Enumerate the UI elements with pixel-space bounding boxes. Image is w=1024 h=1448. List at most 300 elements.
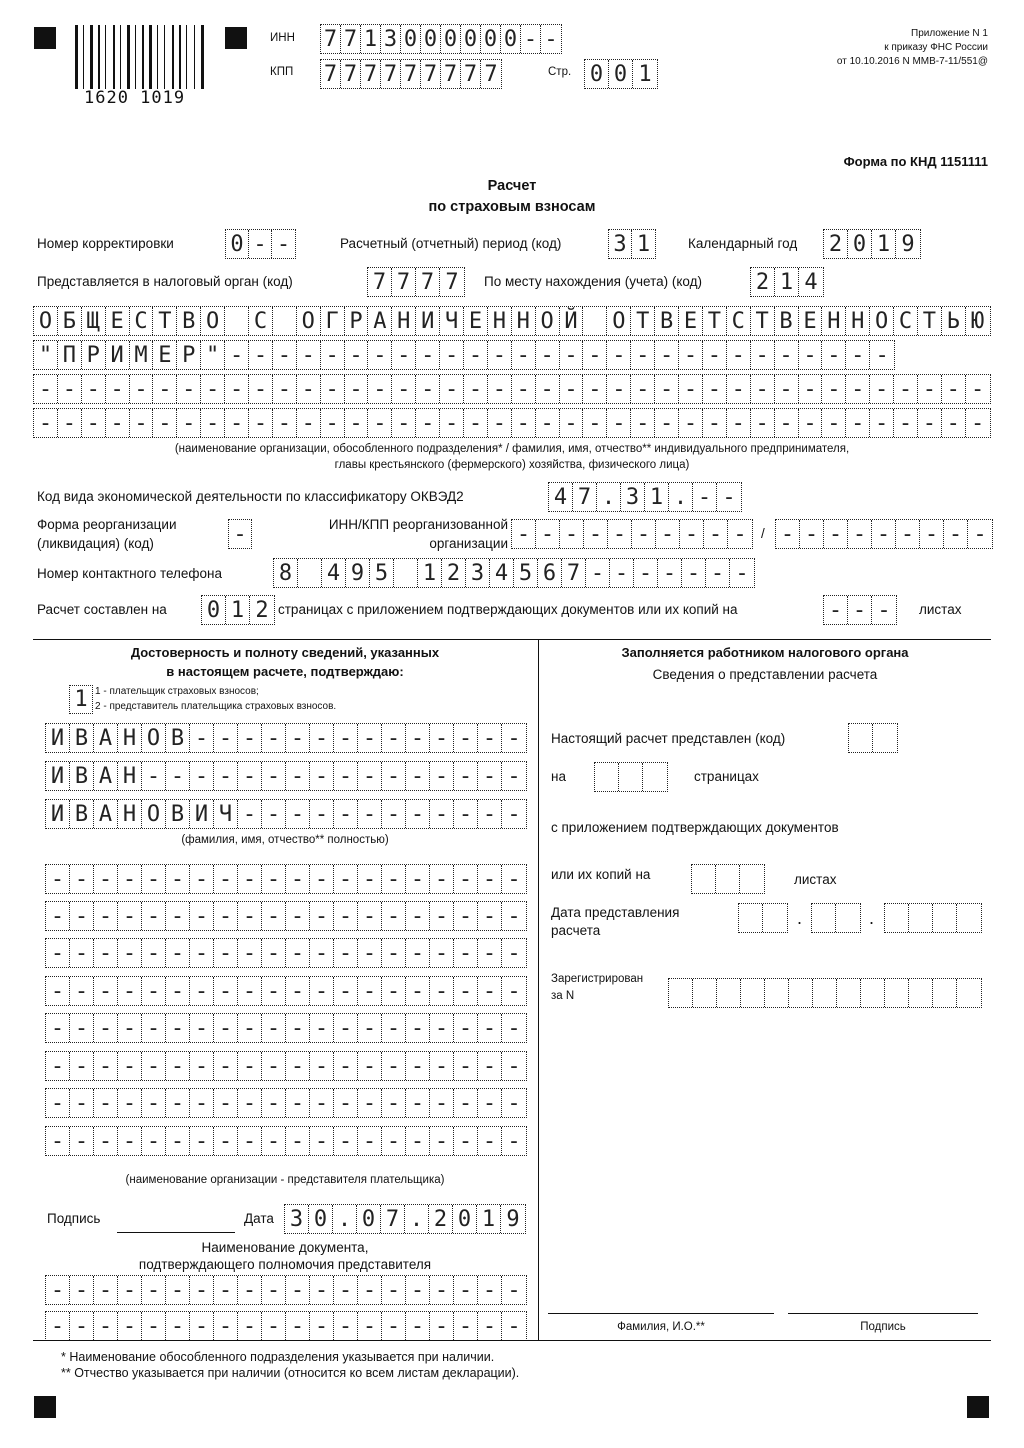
char-cell: - [166, 762, 190, 790]
char-cell: - [944, 520, 968, 548]
char-cell: - [334, 1052, 358, 1080]
barcode-bar [86, 25, 88, 89]
barcode-bar [132, 25, 133, 89]
char-cell: - [488, 375, 512, 403]
char-cell: - [238, 939, 262, 967]
char-cell: - [430, 1052, 454, 1080]
char-cell: - [406, 1127, 430, 1155]
char-cell: 0 [226, 230, 249, 258]
char-cell: - [454, 865, 478, 893]
char-cell: 7 [461, 60, 481, 88]
year-cells[interactable] [823, 229, 921, 259]
first-name-cells[interactable] [45, 761, 527, 791]
char-cell: - [846, 375, 870, 403]
char-cell: - [536, 375, 560, 403]
signer-option-2: 2 - представитель плательщика страховых взносов. [95, 701, 337, 712]
char-cell: - [177, 409, 201, 437]
char-cell: - [94, 1276, 118, 1304]
char-cell: 7 [416, 268, 440, 296]
barcode-bar [164, 25, 165, 89]
char-cell: Е [799, 307, 823, 335]
char-cell: - [286, 902, 310, 930]
char-cell: - [430, 939, 454, 967]
kpp-cells[interactable] [320, 59, 502, 89]
char-cell: - [166, 1052, 190, 1080]
char-cell: - [406, 939, 430, 967]
char-cell: - [190, 902, 214, 930]
char-cell: В [70, 724, 94, 752]
char-cell: - [238, 1276, 262, 1304]
char-cell: - [973, 521, 987, 547]
char-cell: - [382, 902, 406, 930]
barcode-bar [75, 25, 78, 89]
char-cell: - [382, 1312, 406, 1340]
char-cell: - [507, 940, 521, 966]
document-title: Расчет [487, 178, 537, 194]
correction-cells[interactable] [225, 229, 296, 259]
char-cell: 1 [636, 231, 651, 257]
char-cell [583, 307, 607, 335]
char-cell: 0 [461, 25, 481, 53]
char-cell [813, 979, 837, 1007]
char-cell: О [870, 307, 894, 335]
char-cell: - [632, 520, 656, 548]
document-subtitle: по страховым взносам [428, 199, 596, 215]
char-cell: О [34, 307, 58, 335]
bottom-divider [33, 1340, 991, 1341]
signature-line[interactable] [117, 1232, 235, 1233]
char-cell: - [46, 1127, 70, 1155]
char-cell: О [297, 307, 321, 335]
corner-marker-top-right [225, 27, 247, 49]
char-cell: - [454, 762, 478, 790]
char-cell [812, 904, 836, 932]
char-cell: - [894, 375, 918, 403]
tax-officer-heading: Заполняется работником налогового органа [621, 645, 909, 660]
char-cell: - [262, 1127, 286, 1155]
char-cell: Е [679, 307, 703, 335]
char-cell [957, 904, 981, 932]
char-cell: - [214, 939, 238, 967]
char-cell: Г [321, 307, 345, 335]
char-cell: - [406, 1014, 430, 1042]
char-cell: 0 [481, 25, 501, 53]
char-cell: - [478, 939, 502, 967]
char-cell: 2 [255, 597, 269, 623]
signer-code-cell[interactable] [69, 685, 93, 714]
char-cell: Ю [971, 308, 985, 334]
location-label: По месту нахождения (учета) (код) [484, 274, 702, 289]
char-cell: - [824, 520, 848, 548]
char-cell [837, 979, 861, 1007]
char-cell: Н [392, 307, 416, 335]
char-cell: - [454, 800, 478, 828]
char-cell: - [142, 865, 166, 893]
char-cell: 7 [441, 60, 461, 88]
char-cell: - [392, 341, 416, 369]
barcode-bar [117, 25, 118, 89]
char-cell: 0 [501, 25, 521, 53]
char-cell: - [118, 1276, 142, 1304]
char-cell: - [166, 1276, 190, 1304]
char-cell: - [334, 977, 358, 1005]
patronymic-cells[interactable] [45, 799, 527, 829]
char-cell: - [358, 939, 382, 967]
char-cell: - [512, 341, 536, 369]
char-cell: 4 [322, 559, 346, 587]
doc-row-1[interactable] [45, 1275, 527, 1305]
char-cell: - [358, 800, 382, 828]
char-cell: - [655, 375, 679, 403]
char-cell: - [262, 902, 286, 930]
char-cell: - [478, 1127, 502, 1155]
char-cell: - [201, 409, 225, 437]
reorg-label-line2: (ликвидация) (код) [37, 536, 154, 551]
char-cell: - [334, 762, 358, 790]
char-cell: 7 [341, 60, 361, 88]
char-cell: - [478, 762, 502, 790]
surname-cells[interactable] [45, 723, 527, 753]
rep-org-row-7[interactable] [45, 1088, 527, 1118]
submitted-code-cells[interactable] [848, 723, 898, 753]
char-cell: - [703, 409, 727, 437]
char-cell: - [310, 1127, 334, 1155]
char-cell: - [682, 559, 706, 587]
location-cells[interactable] [750, 267, 824, 297]
char-cell: - [286, 1276, 310, 1304]
char-cell: - [46, 1089, 70, 1117]
char-cell: И [46, 724, 70, 752]
barcode-bar [176, 25, 177, 89]
char-cell: - [190, 939, 214, 967]
char-cell: - [297, 341, 321, 369]
char-cell: 0 [401, 25, 421, 53]
char-cell: 4 [804, 269, 818, 295]
char-cell: 7 [401, 60, 421, 88]
char-cell: - [454, 1089, 478, 1117]
char-cell: - [488, 341, 512, 369]
char-cell: - [382, 939, 406, 967]
kpp-label: КПП [270, 66, 294, 78]
char-cell: - [822, 409, 846, 437]
char-cell: 2 [824, 230, 848, 258]
char-cell: - [238, 762, 262, 790]
char-cell: - [382, 865, 406, 893]
sheets-cells[interactable] [823, 595, 897, 625]
char-cell: - [190, 865, 214, 893]
pages-cells[interactable] [201, 595, 275, 625]
char-cell: В [177, 307, 201, 335]
char-cell: - [70, 1052, 94, 1080]
char-cell: - [142, 939, 166, 967]
char-cell [849, 724, 873, 752]
char-cell: 7 [361, 60, 381, 88]
char-cell: - [382, 724, 406, 752]
reorg-inn-cells[interactable] [511, 519, 753, 549]
char-cell: А [94, 800, 118, 828]
char-cell: - [512, 520, 536, 548]
char-cell: - [440, 409, 464, 437]
char-cell: - [751, 341, 775, 369]
char-cell: - [214, 1052, 238, 1080]
right-sheets-cells[interactable] [691, 864, 765, 894]
char-cell: - [656, 520, 680, 548]
char-cell: О [201, 307, 225, 335]
date-cells[interactable] [284, 1204, 526, 1234]
char-cell: - [321, 341, 345, 369]
char-cell: - [358, 1312, 382, 1340]
char-cell: - [478, 902, 502, 930]
char-cell: - [190, 1014, 214, 1042]
char-cell: В [70, 800, 94, 828]
char-cell: - [775, 341, 799, 369]
char-cell: - [334, 724, 358, 752]
name-caption: (фамилия, имя, отчество** полностью) [181, 834, 389, 846]
char-cell: - [34, 375, 58, 403]
char-cell: - [382, 977, 406, 1005]
char-cell: - [238, 1127, 262, 1155]
char-cell: - [971, 410, 985, 436]
correction-label: Номер корректировки [37, 236, 174, 251]
char-cell: - [507, 1015, 521, 1041]
org-caption-line2: главы крестьянского (фермерского) хозяйства, физического лица) [334, 459, 690, 471]
char-cell: 0 [202, 596, 226, 624]
char-cell: " [34, 341, 58, 369]
submission-month-cells[interactable] [811, 903, 861, 933]
char-cell: - [46, 1276, 70, 1304]
char-cell: - [822, 375, 846, 403]
char-cell: - [776, 520, 800, 548]
char-cell: - [94, 977, 118, 1005]
barcode-bar [120, 25, 121, 89]
char-cell: . [333, 1205, 357, 1233]
appendix-line3: от 10.10.2016 N ММВ-7-11/551@ [836, 56, 988, 67]
inn-cells[interactable] [320, 24, 562, 54]
rep-org-row-1[interactable] [45, 864, 527, 894]
char-cell: - [507, 725, 521, 751]
char-cell: - [334, 865, 358, 893]
submission-day-cells[interactable] [738, 903, 788, 933]
char-cell: - [454, 724, 478, 752]
char-cell: - [358, 902, 382, 930]
pages-label: Расчет составлен на [37, 602, 167, 617]
org-name-row-2[interactable] [33, 340, 895, 370]
char-cell: - [286, 865, 310, 893]
char-cell: - [824, 596, 848, 624]
char-cell: - [262, 800, 286, 828]
char-cell: - [478, 1312, 502, 1340]
rep-org-caption: (наименование организации - представителя плательщика) [125, 1174, 445, 1186]
rep-org-row-8[interactable] [45, 1126, 527, 1156]
char-cell: - [214, 977, 238, 1005]
char-cell: - [214, 1089, 238, 1117]
right-signature-line[interactable] [788, 1313, 978, 1314]
char-cell: - [655, 409, 679, 437]
char-cell: - [94, 1014, 118, 1042]
char-cell: - [106, 375, 130, 403]
char-cell: Ч [440, 307, 464, 335]
char-cell: 0 [848, 230, 872, 258]
char-cell: - [560, 375, 584, 403]
char-cell: - [536, 341, 560, 369]
org-name-row-1[interactable] [33, 306, 991, 336]
char-cell: - [392, 409, 416, 437]
char-cell: 5 [370, 559, 394, 587]
char-cell: А [94, 724, 118, 752]
org-name-row-3[interactable] [33, 374, 991, 404]
char-cell: - [46, 977, 70, 1005]
char-cell: - [655, 341, 679, 369]
char-cell: - [846, 341, 870, 369]
char-cell [885, 904, 909, 932]
page-cells[interactable] [584, 59, 658, 89]
char-cell: - [310, 1014, 334, 1042]
appendix-line2: к приказу ФНС России [884, 42, 988, 53]
char-cell: - [799, 341, 823, 369]
rep-org-row-6[interactable] [45, 1051, 527, 1081]
char-cell: - [286, 800, 310, 828]
char-cell: 3 [285, 1205, 309, 1233]
char-cell: - [358, 762, 382, 790]
char-cell [273, 307, 297, 335]
char-cell: 1 [74, 687, 88, 712]
char-cell: - [406, 762, 430, 790]
char-cell [740, 865, 764, 893]
char-cell: Н [822, 307, 846, 335]
char-cell: - [190, 762, 214, 790]
signature-label: Подпись [47, 1211, 101, 1226]
okved-cells[interactable] [548, 482, 742, 512]
char-cell: - [406, 724, 430, 752]
char-cell [933, 904, 957, 932]
rep-org-row-4[interactable] [45, 976, 527, 1006]
reorg-form-cell[interactable] [228, 519, 252, 549]
char-cell: Б [58, 307, 82, 335]
char-cell: 1 [645, 483, 669, 511]
rep-org-row-5[interactable] [45, 1013, 527, 1043]
char-cell: Щ [82, 307, 106, 335]
char-cell: О [142, 724, 166, 752]
char-cell: В [166, 724, 190, 752]
char-cell: - [848, 520, 872, 548]
org-name-row-4[interactable] [33, 408, 991, 438]
char-cell: - [262, 762, 286, 790]
char-cell: - [406, 902, 430, 930]
char-cell: - [679, 341, 703, 369]
registered-label-line2: за N [551, 990, 575, 1002]
char-cell: 4 [490, 559, 514, 587]
submission-year-cells[interactable] [884, 903, 982, 933]
char-cell: Е [106, 307, 130, 335]
char-cell: - [118, 1052, 142, 1080]
char-cell: - [142, 1312, 166, 1340]
char-cell: Р [82, 341, 106, 369]
copies-label: или их копий на [551, 867, 651, 882]
char-cell: 3 [466, 559, 490, 587]
char-cell: - [693, 483, 717, 511]
char-cell: 7 [368, 268, 392, 296]
char-cell: - [751, 375, 775, 403]
char-cell: - [583, 341, 607, 369]
barcode-bar [206, 25, 207, 89]
char-cell: - [190, 977, 214, 1005]
char-cell: - [631, 409, 655, 437]
char-cell: Ч [214, 800, 238, 828]
period-cells[interactable] [608, 229, 656, 259]
char-cell: - [286, 977, 310, 1005]
barcode-bar [98, 25, 100, 89]
char-cell: - [560, 520, 584, 548]
tax-authority-cells[interactable] [367, 267, 465, 297]
char-cell [739, 904, 763, 932]
char-cell: - [454, 1052, 478, 1080]
char-cell [225, 307, 249, 335]
char-cell: - [536, 409, 560, 437]
char-cell: - [214, 1276, 238, 1304]
char-cell: - [406, 800, 430, 828]
char-cell: - [238, 1089, 262, 1117]
char-cell: - [70, 1312, 94, 1340]
char-cell: 1 [872, 230, 896, 258]
char-cell: - [507, 763, 521, 789]
char-cell: - [583, 375, 607, 403]
pages-mid-label: страницах с приложением подтверждающих документов или их копий на [278, 602, 738, 617]
char-cell: - [703, 375, 727, 403]
char-cell: И [190, 800, 214, 828]
rep-org-row-3[interactable] [45, 938, 527, 968]
char-cell: - [334, 1014, 358, 1042]
char-cell: - [478, 800, 502, 828]
registration-number-cells[interactable] [668, 978, 982, 1008]
right-pages-cells[interactable] [594, 762, 668, 792]
char-cell: - [70, 1276, 94, 1304]
char-cell: 8 [274, 559, 298, 587]
char-cell: - [142, 1052, 166, 1080]
char-cell: 1 [418, 559, 442, 587]
char-cell: - [735, 560, 749, 586]
char-cell: - [310, 1276, 334, 1304]
char-cell: - [142, 762, 166, 790]
char-cell: - [310, 762, 334, 790]
char-cell: - [478, 865, 502, 893]
char-cell: - [153, 375, 177, 403]
char-cell: - [82, 375, 106, 403]
char-cell [716, 865, 740, 893]
doc-row-2[interactable] [45, 1311, 527, 1341]
char-cell [741, 979, 765, 1007]
char-cell: - [70, 1014, 94, 1042]
char-cell: Н [118, 800, 142, 828]
char-cell: - [345, 341, 369, 369]
char-cell: - [70, 865, 94, 893]
char-cell: - [406, 977, 430, 1005]
fio-line[interactable] [548, 1313, 774, 1314]
barcode-bar [138, 25, 140, 89]
char-cell: - [142, 1276, 166, 1304]
barcode-bar [135, 25, 136, 89]
rep-org-row-2[interactable] [45, 901, 527, 931]
char-cell [717, 979, 741, 1007]
reorg-kpp-cells[interactable] [775, 519, 993, 549]
char-cell: - [310, 724, 334, 752]
char-cell: - [214, 902, 238, 930]
phone-cells[interactable] [273, 558, 755, 588]
char-cell: - [273, 375, 297, 403]
char-cell: - [190, 1127, 214, 1155]
char-cell: - [800, 520, 824, 548]
char-cell: - [58, 375, 82, 403]
char-cell: - [430, 724, 454, 752]
